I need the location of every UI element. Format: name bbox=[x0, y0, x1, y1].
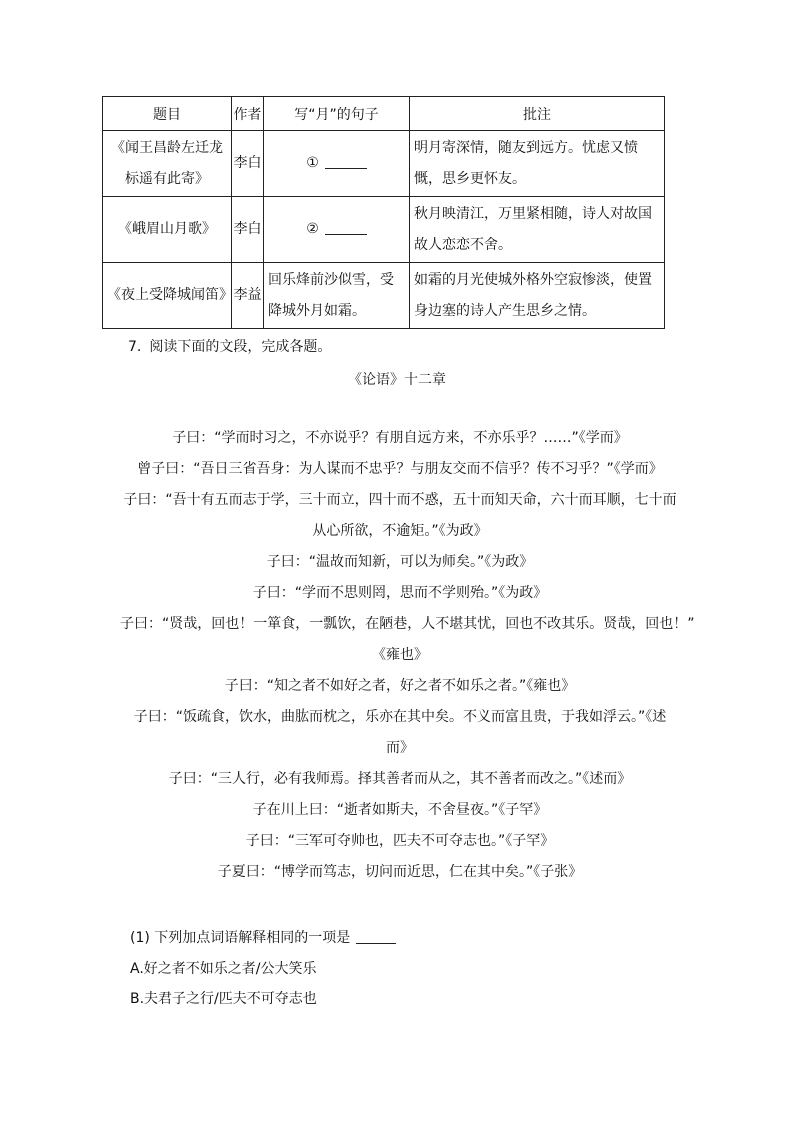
header-title: 题目 bbox=[103, 97, 232, 131]
poem-author: 李白 bbox=[232, 197, 264, 263]
header-moon-sentence: 写“月”的句子 bbox=[264, 97, 410, 131]
question-number: 7. bbox=[128, 339, 142, 355]
fill-in-blank-2[interactable] bbox=[264, 197, 410, 263]
passage-line: 子曰：“知之者不如好之者，好之者不如乐之者。”《雍也》 bbox=[224, 678, 576, 694]
header-author: 作者 bbox=[232, 97, 264, 131]
passage-line: 《雍也》 bbox=[372, 647, 428, 663]
passage-line: 子曰：“温故而知新，可以为师矣。”《为政》 bbox=[266, 554, 534, 570]
passage-line: 子曰：“学而不思则罔，思而不学则殆。”《为政》 bbox=[252, 585, 548, 601]
passage-line: 而》 bbox=[386, 740, 414, 756]
table-row bbox=[103, 131, 665, 197]
poem-title: 《夜上受降城闻笛》 bbox=[103, 263, 232, 329]
answer-blank[interactable] bbox=[356, 929, 396, 944]
passage-line: 子夏曰：“博学而笃志，切问而近思，仁在其中矣。”《子张》 bbox=[217, 864, 583, 880]
poem-annotation: 秋月映清江，万里紧相随，诗人对故国故人恋恋不舍。 bbox=[410, 197, 665, 263]
passage-line: 子曰：“学而时习之，不亦说乎？有朋自远方来，不亦乐乎？……”《学而》 bbox=[172, 430, 628, 446]
passage-line: 子曰：“三军可夺帅也，匹夫不可夺志也。”《子罕》 bbox=[245, 833, 555, 849]
moon-sentence: 回乐烽前沙似雪，受降城外月如霜。 bbox=[264, 263, 410, 329]
option-b: B.夫君子之行/匹夫不可夺志也 bbox=[130, 991, 317, 1007]
fill-in-blank-1[interactable] bbox=[264, 131, 410, 197]
poem-annotation: 如霜的月光使城外格外空寂惨淡，使置身边塞的诗人产生思乡之情。 bbox=[410, 263, 665, 329]
passage-line: 曾子曰：“吾日三省吾身：为人谋而不忠乎？与朋友交而不信乎？传不习乎？”《学而》 bbox=[137, 461, 663, 477]
poem-title: 《峨眉山月歌》 bbox=[103, 197, 232, 263]
question-7-instruction bbox=[128, 336, 331, 356]
answer-blank-line bbox=[325, 220, 367, 235]
table-row bbox=[103, 197, 665, 263]
poem-author: 李白 bbox=[232, 131, 264, 197]
table-row bbox=[103, 263, 665, 329]
passage-line: 子在川上曰：“逝者如斯夫，不舍昼夜。”《子罕》 bbox=[252, 802, 548, 818]
moon-poem-table bbox=[102, 96, 665, 329]
poem-annotation: 明月寄深情，随友到远方。忧虑又愤慨，思乡更怀友。 bbox=[410, 131, 665, 197]
poem-author: 李益 bbox=[232, 263, 264, 329]
answer-blank-line bbox=[325, 154, 367, 169]
analects-passage bbox=[120, 423, 695, 888]
subquestion-1 bbox=[130, 927, 396, 947]
passage-line: 子曰：“贤哉，回也！一箪食，一瓢饮，在陋巷，人不堪其忧，回也不改其乐。贤哉，回也！” bbox=[120, 616, 695, 632]
subquestion-prompt: (1) 下列加点词语解释相同的一项是 bbox=[130, 930, 351, 946]
question-text: 阅读下面的文段，完成各题。 bbox=[149, 339, 332, 355]
passage-line: 子曰：“三人行，必有我师焉。择其善者而从之，其不善者而改之。”《述而》 bbox=[168, 771, 632, 787]
passage-line: 子曰：“吾十有五而志于学，三十而立，四十而不惑，五十而知天命，六十而耳顺，七十而 bbox=[123, 492, 677, 508]
passage-heading: 《论语》十二章 bbox=[348, 372, 446, 388]
option-a: A.好之者不如乐之者/公大笑乐 bbox=[130, 961, 317, 977]
table-header-row bbox=[103, 97, 665, 131]
passage-line: 子曰：“饭疏食，饮水，曲肱而枕之，乐亦在其中矣。不义而富且贵，于我如浮云。”《述 bbox=[133, 709, 667, 725]
blank-number: ② bbox=[306, 221, 319, 237]
blank-number: ① bbox=[306, 155, 319, 171]
poem-title: 《闻王昌龄左迁龙标遥有此寄》 bbox=[103, 131, 232, 197]
header-annotation: 批注 bbox=[410, 97, 665, 131]
passage-line: 从心所欲，不逾矩。”《为政》 bbox=[312, 523, 488, 539]
